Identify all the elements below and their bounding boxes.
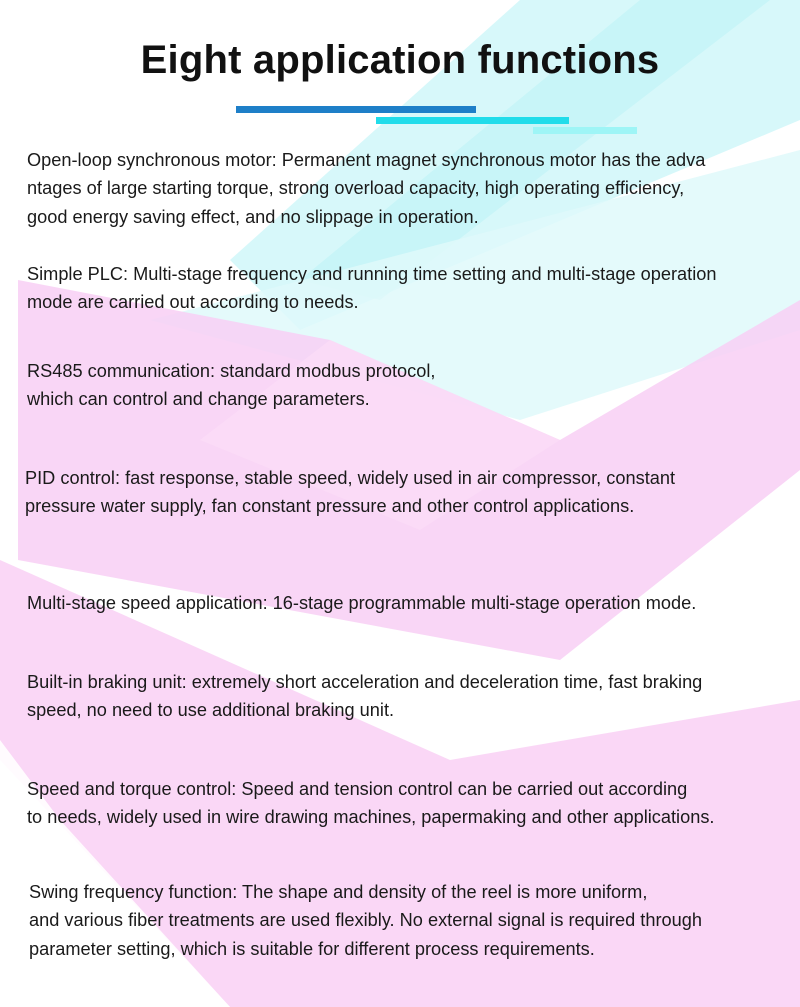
paragraph-line: Built-in braking unit: extremely short acceleration and deceleration time, fast braking <box>27 672 703 692</box>
paragraph-open-loop-synchronous-motor <box>27 146 705 231</box>
paragraph-pid-control <box>25 464 675 521</box>
paragraph-line: Speed and torque control: Speed and tension control can be carried out according <box>27 779 688 799</box>
paragraph-line: and various fiber treatments are used flexibly. No external signal is required through <box>29 910 702 931</box>
paragraph-line: good energy saving effect, and no slippage in operation. <box>27 206 479 227</box>
paragraph-line: ntages of large starting torque, strong overload capacity, high operating efficiency, <box>27 178 685 199</box>
paragraph-line: Simple PLC: Multi-stage frequency and running time setting and multi-stage operation <box>27 264 717 284</box>
paragraph-line: Open-loop synchronous motor: Permanent magnet synchronous motor has the adva <box>27 150 706 170</box>
paragraph-built-in-braking-unit <box>27 668 702 725</box>
paragraph-speed-and-torque-control <box>27 775 714 832</box>
paragraph-line: mode are carried out according to needs. <box>27 292 359 313</box>
paragraph-rs485-communication <box>27 357 435 414</box>
title-underline-dark <box>236 106 476 113</box>
title-underline-light <box>533 127 637 134</box>
paragraph-line: PID control: fast response, stable speed, widely used in air compressor, constant <box>25 468 676 488</box>
paragraph-simple-plc <box>27 260 716 317</box>
title-underline-mid <box>376 117 569 124</box>
paragraph-line: speed, no need to use additional braking unit. <box>27 700 395 721</box>
paragraph-line: Multi-stage speed application: 16-stage programmable multi-stage operation mode. <box>27 593 697 613</box>
paragraph-line: to needs, widely used in wire drawing machines, papermaking and other applications. <box>27 807 715 828</box>
paragraph-swing-frequency-function <box>29 878 702 963</box>
paragraph-multi-stage-speed <box>27 589 696 617</box>
page-title: Eight application functions <box>140 38 660 82</box>
paragraph-line: pressure water supply, fan constant pressure and other control applications. <box>25 496 635 517</box>
paragraph-line: which can control and change parameters. <box>27 389 370 410</box>
paragraph-line: parameter setting, which is suitable for different process requirements. <box>29 938 595 959</box>
paragraph-line: RS485 communication: standard modbus protocol, <box>27 361 436 381</box>
paragraph-line: Swing frequency function: The shape and density of the reel is more uniform, <box>29 882 648 902</box>
